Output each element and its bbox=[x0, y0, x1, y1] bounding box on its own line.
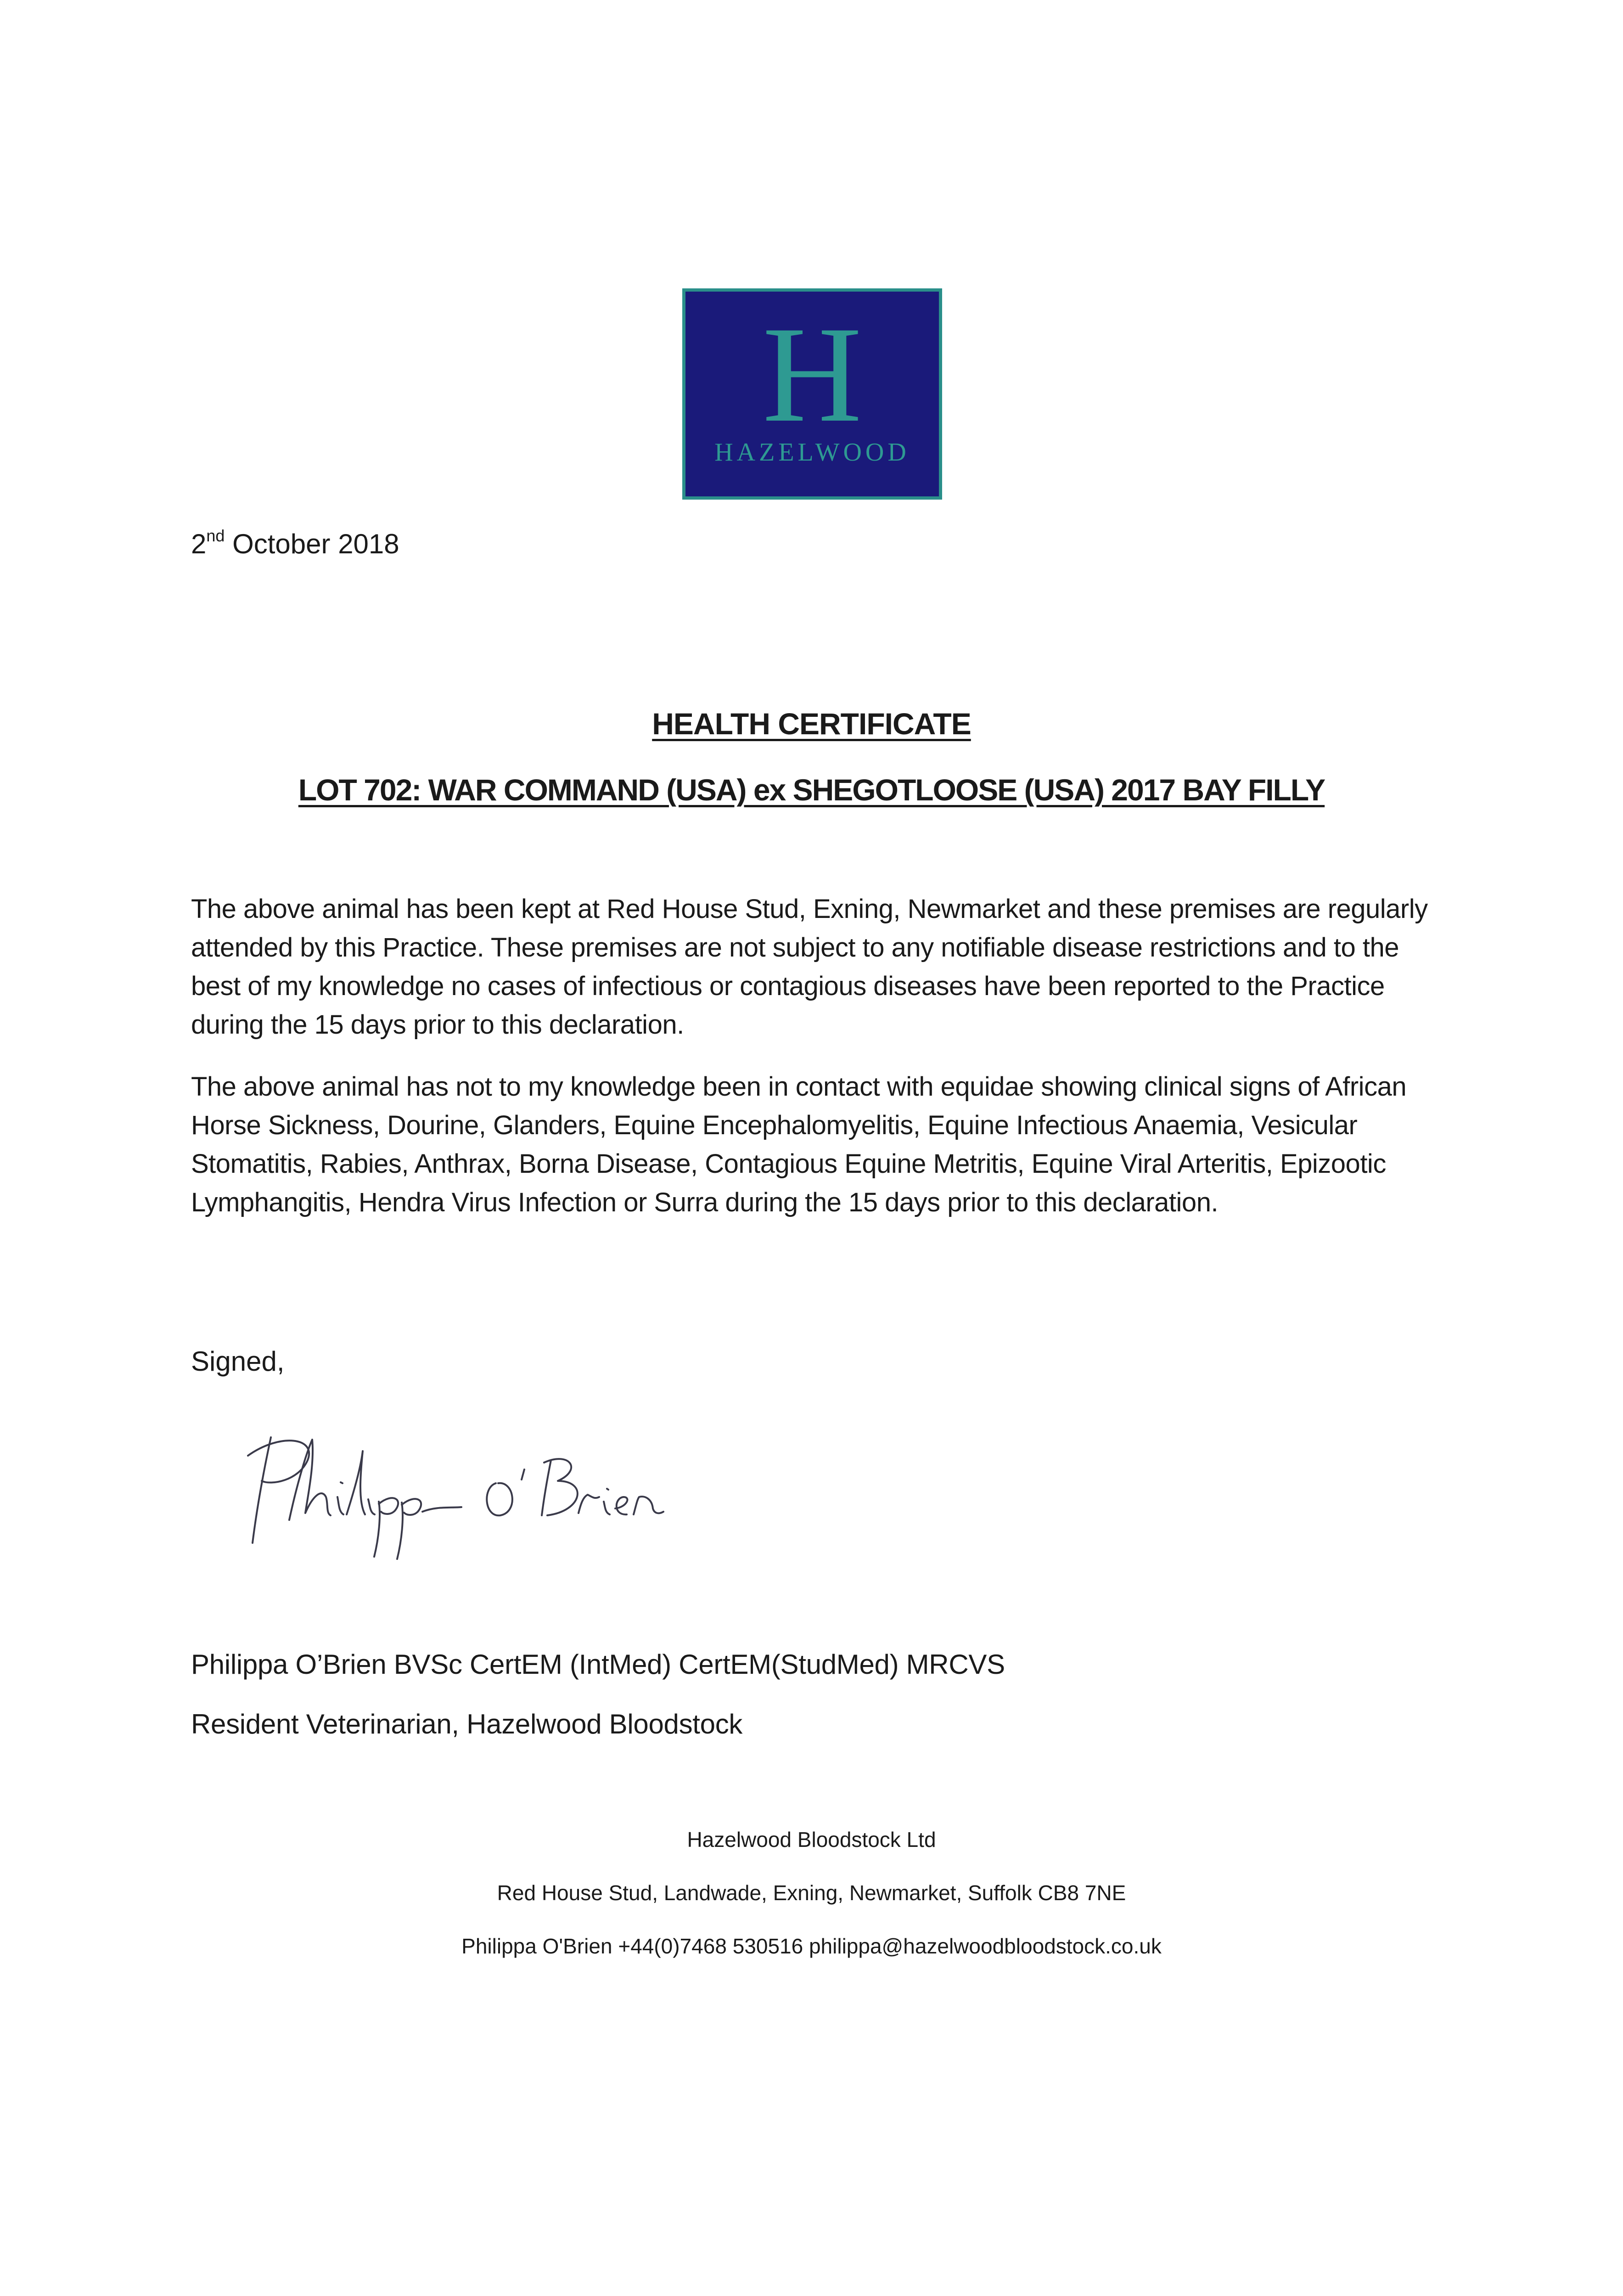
signatory-role: Resident Veterinarian, Hazelwood Bloodstock bbox=[191, 1709, 743, 1739]
hazelwood-logo bbox=[682, 288, 942, 500]
footer-contact: Philippa O'Brien +44(0)7468 530516 philippa@hazelwoodbloodstock.co.uk bbox=[461, 1934, 1162, 1958]
body-paragraph: The above animal has not to my knowledge been in contact with equidae showing clinical signs of African Horse Sickness, Dourine, Glanders, Equine Encephalomyelitis, Equine Infectious Anaemia, Vesicular Stomatitis, Rabies, Anthrax, Borna Disease, Contagious Equine Metritis, Equine Viral Arteritis, Epizootic Lymphangitis, Hendra Virus Infection or Surra during the 15 days prior to this declaration. bbox=[191, 1072, 1407, 1217]
body-paragraph: The above animal has been kept at Red House Stud, Exning, Newmarket and these premises are regularly attended by this Practice. These premises are not subject to any notifiable disease restrictions and to the best of my knowledge no cases of infectious or contagious diseases have been reported to the Practice during the 15 days prior to this declaration. bbox=[191, 894, 1428, 1040]
date-suffix: nd bbox=[206, 526, 225, 545]
logo-letter: H bbox=[762, 298, 862, 450]
logo-wordmark: HAZELWOOD bbox=[714, 438, 910, 467]
certificate-title: HEALTH CERTIFICATE bbox=[652, 707, 971, 741]
handwritten-signature bbox=[220, 1405, 716, 1561]
letter-date bbox=[191, 528, 399, 560]
signed-label: Signed, bbox=[191, 1346, 285, 1377]
date-day: 2 bbox=[191, 529, 207, 559]
signatory-name: Philippa O’Brien BVSc CertEM (IntMed) CertEM(StudMed) MRCVS bbox=[191, 1649, 1005, 1680]
date-rest: October 2018 bbox=[225, 529, 399, 559]
footer-company: Hazelwood Bloodstock Ltd bbox=[687, 1828, 936, 1851]
lot-line: LOT 702: WAR COMMAND (USA) ex SHEGOTLOOSE (USA) 2017 BAY FILLY bbox=[298, 773, 1325, 807]
footer-address: Red House Stud, Landwade, Exning, Newmarket, Suffolk CB8 7NE bbox=[497, 1881, 1126, 1905]
